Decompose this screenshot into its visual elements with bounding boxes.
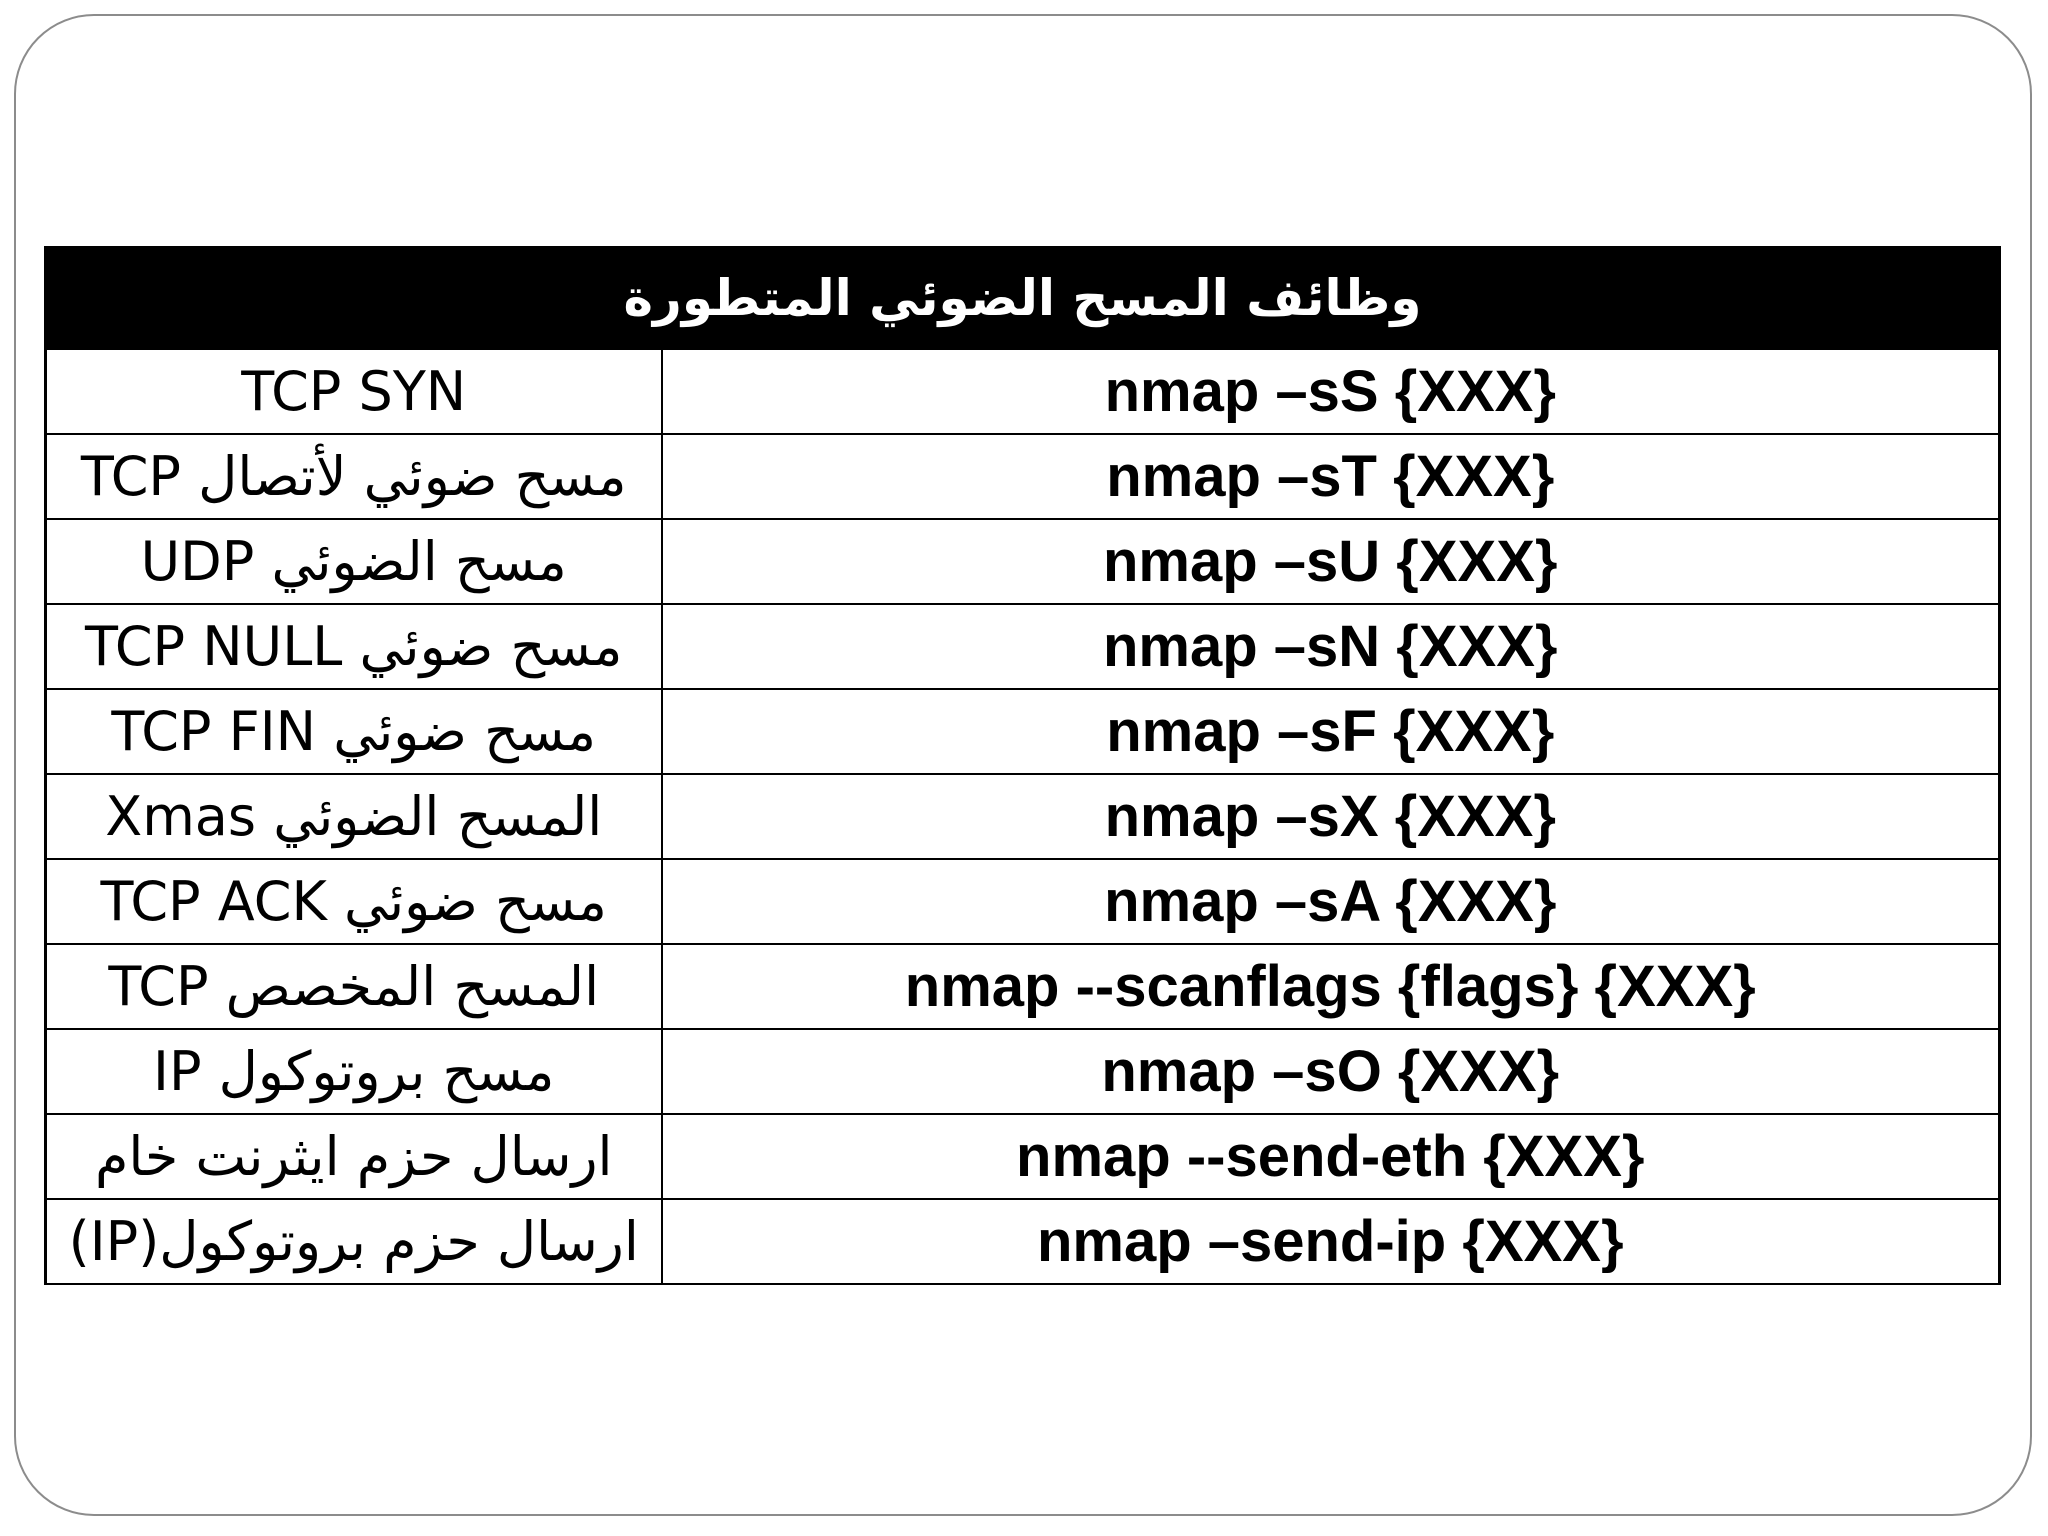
table-row (46, 349, 2000, 434)
nmap-command: nmap --send-eth {XXX} (662, 1114, 2000, 1199)
table-title: وظائف المسح الضوئي المتطورة (46, 248, 2000, 349)
scan-description: ارسال حزم ايثرنت خام (46, 1114, 662, 1199)
scan-description: ارسال حزم بروتوكول(IP) (46, 1199, 662, 1284)
scan-description: المسح الضوئي Xmas (46, 774, 662, 859)
nmap-command: nmap –sU {XXX} (662, 519, 2000, 604)
scan-functions-table (44, 246, 2001, 1285)
nmap-command: nmap –sO {XXX} (662, 1029, 2000, 1114)
table-row (46, 944, 2000, 1029)
table-row (46, 1029, 2000, 1114)
nmap-command: nmap –send-ip {XXX} (662, 1199, 2000, 1284)
nmap-command: nmap –sX {XXX} (662, 774, 2000, 859)
table-row (46, 604, 2000, 689)
table-header-row (46, 248, 2000, 349)
nmap-command: nmap –sF {XXX} (662, 689, 2000, 774)
scan-description: مسح ضوئي TCP ACK (46, 859, 662, 944)
table-row (46, 1114, 2000, 1199)
scan-description: مسح ضوئي لأتصال TCP (46, 434, 662, 519)
nmap-command: nmap –sA {XXX} (662, 859, 2000, 944)
table-row (46, 434, 2000, 519)
scan-description: مسح ضوئي TCP FIN (46, 689, 662, 774)
table-row (46, 1199, 2000, 1284)
nmap-command: nmap –sT {XXX} (662, 434, 2000, 519)
table-row (46, 774, 2000, 859)
table-row (46, 519, 2000, 604)
scan-description: مسح الضوئي UDP (46, 519, 662, 604)
scan-description: مسح ضوئي TCP NULL (46, 604, 662, 689)
table-row (46, 689, 2000, 774)
nmap-command: nmap –sS {XXX} (662, 349, 2000, 434)
nmap-command: nmap --scanflags {flags} {XXX} (662, 944, 2000, 1029)
nmap-command: nmap –sN {XXX} (662, 604, 2000, 689)
scan-description: المسح المخصص TCP (46, 944, 662, 1029)
table-row (46, 859, 2000, 944)
scan-description: TCP SYN (46, 349, 662, 434)
scan-description: مسح بروتوكول IP (46, 1029, 662, 1114)
